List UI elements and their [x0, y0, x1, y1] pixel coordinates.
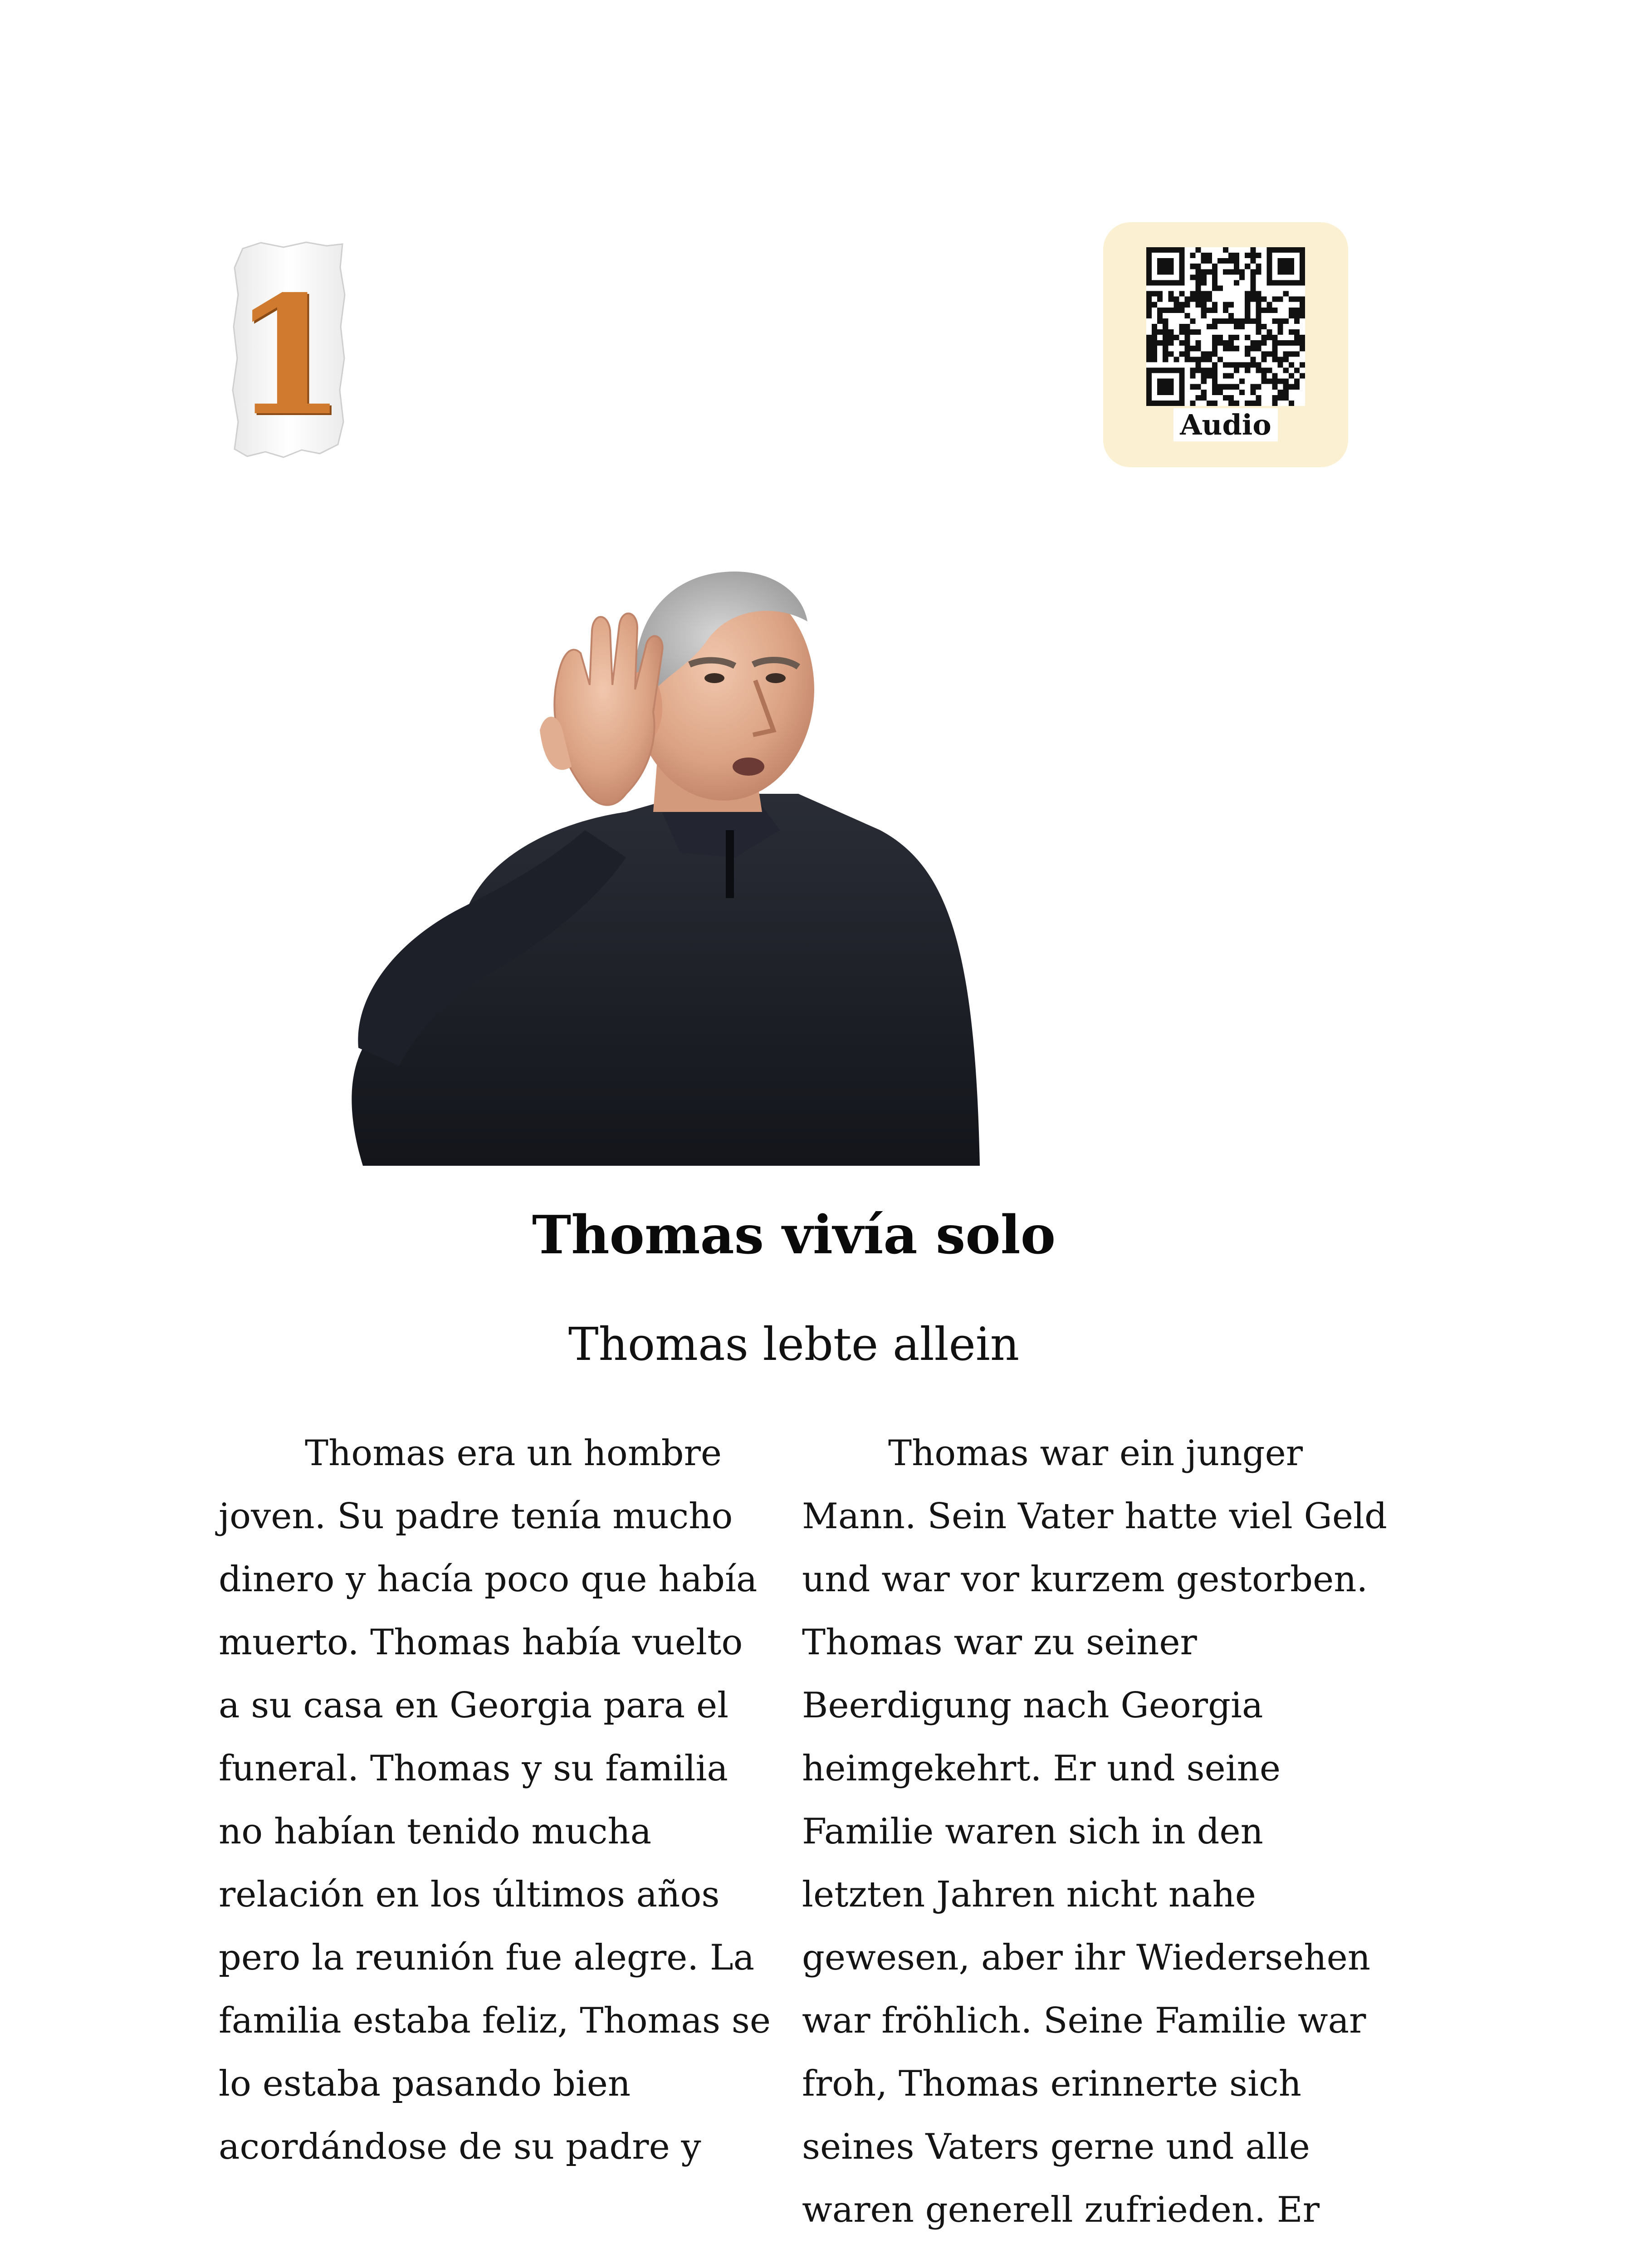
text-line: Beerdigung nach Georgia	[802, 1685, 1263, 1726]
text-line: heimgekehrt. Er und seine	[802, 1748, 1281, 1789]
text-line: seines Vaters gerne und alle	[802, 2126, 1310, 2167]
chapter-badge	[229, 240, 349, 465]
text-line: acordándose de su padre y	[219, 2126, 701, 2167]
german-column	[802, 1422, 1387, 2242]
man-listening-photo	[345, 540, 1089, 1166]
text-line: Thomas war ein junger	[888, 1433, 1303, 1474]
text-line: familia estaba feliz, Thomas se	[219, 2000, 771, 2041]
text-line: funeral. Thomas y su familia	[219, 1748, 728, 1789]
text-line: froh, Thomas erinnerte sich	[802, 2063, 1301, 2104]
text-line: pero la reunión fue alegre. La	[219, 1937, 755, 1978]
audio-label: Audio	[1103, 408, 1348, 441]
text-line: Thomas war zu seiner	[802, 1622, 1197, 1663]
text-line: Thomas era un hombre	[305, 1433, 722, 1474]
text-line: gewesen, aber ihr Wiedersehen	[802, 1937, 1371, 1978]
text-line: a su casa en Georgia para el	[219, 1685, 729, 1726]
text-line: dinero y hacía poco que había	[219, 1559, 758, 1600]
text-line: Familie waren sich in den	[802, 1811, 1263, 1852]
text-line: letzten Jahren nicht nahe	[802, 1874, 1256, 1915]
spanish-column	[219, 1422, 777, 2179]
text-line: joven. Su padre tenía mucho	[219, 1496, 733, 1537]
text-line: muerto. Thomas había vuelto	[219, 1622, 743, 1663]
text-line: lo estaba pasando bien	[219, 2063, 631, 2104]
text-line: relación en los últimos años	[219, 1874, 720, 1915]
text-line: und war vor kurzem gestorben.	[802, 1559, 1368, 1600]
audio-card[interactable]	[1103, 222, 1348, 467]
page-title: Thomas vivía solo	[532, 1204, 1056, 1266]
page-subtitle: Thomas lebte allein	[568, 1318, 1020, 1371]
text-line: waren generell zufrieden. Er	[802, 2190, 1320, 2230]
text-line: Mann. Sein Vater hatte viel Geld	[802, 1496, 1387, 1537]
text-line: war fröhlich. Seine Familie war	[802, 2000, 1366, 2041]
chapter-number: 1	[232, 260, 346, 452]
text-line: no habían tenido mucha	[219, 1811, 652, 1852]
qr-code-icon[interactable]	[1146, 247, 1305, 406]
